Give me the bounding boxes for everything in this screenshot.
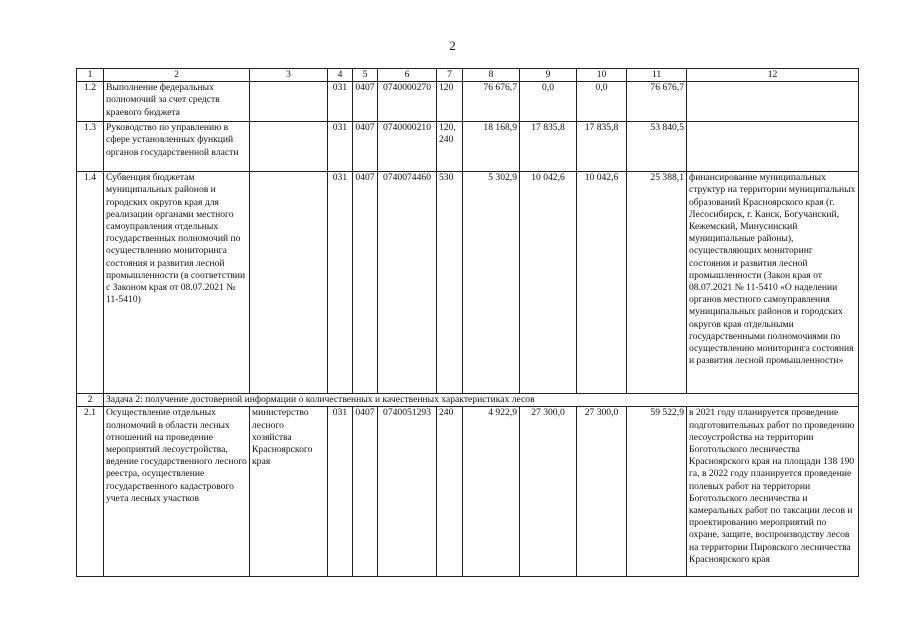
- amount-total: 76 676,7: [627, 82, 687, 122]
- row-id: 1.2: [77, 82, 104, 122]
- csr-code: 0740051293: [378, 407, 437, 577]
- executor: [250, 172, 328, 394]
- rzpr-code: 0407: [353, 82, 378, 122]
- amount-year1: 18 168,9: [463, 122, 520, 172]
- amount-year3: 10 042,6: [577, 172, 627, 394]
- amount-year1: 76 676,7: [463, 82, 520, 122]
- amount-year3: 17 835,8: [577, 122, 627, 172]
- measure-name: Выполнение федеральных полномочий за счет средств краевого бюджета: [104, 82, 250, 122]
- amount-year2: 17 835,8: [520, 122, 577, 172]
- amount-total: 53 840,5: [627, 122, 687, 172]
- executor: министерство лесного хозяйства Красноярского края: [250, 407, 328, 577]
- executor: [250, 122, 328, 172]
- measure-name: Субвенция бюджетам муниципальных районов и городских округов края для реализации органами местного самоуправления отдельных государственных полномочий по осуществлению мониторинга состояния и развития лесной промышленности (в соответствии с Законом края от 08.07.2021 № 11-5410): [104, 172, 250, 394]
- table-row: [77, 172, 859, 394]
- col-header: 4: [328, 69, 353, 82]
- col-header: 8: [463, 69, 520, 82]
- csr-code: 0740000210: [378, 122, 437, 172]
- rzpr-code: 0407: [353, 122, 378, 172]
- measure-name: Осуществление отдельных полномочий в области лесных отношений на проведение мероприятий лесоустройства, ведение государственного лесного реестра, осуществление государственного кадастрового учета лесных участков: [104, 407, 250, 577]
- csr-code: 0740074460: [378, 172, 437, 394]
- amount-year2: 27 300,0: [520, 407, 577, 577]
- col-header: 1: [77, 69, 104, 82]
- rzpr-code: 0407: [353, 407, 378, 577]
- vr-code: 120, 240: [437, 122, 463, 172]
- expected-result: [687, 82, 859, 122]
- amount-total: 59 522,9: [627, 407, 687, 577]
- row-id: 2.1: [77, 407, 104, 577]
- page-number: 2: [449, 38, 456, 53]
- amount-year1: 4 922,9: [463, 407, 520, 577]
- col-header: 2: [104, 69, 250, 82]
- vr-code: 120: [437, 82, 463, 122]
- rzpr-code: 0407: [353, 172, 378, 394]
- amount-year3: 0,0: [577, 82, 627, 122]
- col-header: 3: [250, 69, 328, 82]
- program-measures-table: [76, 68, 859, 577]
- col-header: 7: [437, 69, 463, 82]
- amount-year3: 27 300,0: [577, 407, 627, 577]
- expected-result: в 2021 году планируется проведение подготовительных работ по проведению лесоустройства на территории Боготольского лесничества Красноярского края на площади 138 190 га, в 2022 году планируется проведение полевых работ на территории Боготольского лесничества и камеральных работ по таксации лесов и проектированию мероприятий по охране, защите, воспроизводству лесов на территории Пировского лесничества Красноярского края: [687, 407, 859, 577]
- grbs-code: 031: [328, 122, 353, 172]
- grbs-code: 031: [328, 172, 353, 394]
- col-header: 6: [378, 69, 437, 82]
- grbs-code: 031: [328, 82, 353, 122]
- amount-year2: 10 042,6: [520, 172, 577, 394]
- table-row: [77, 122, 859, 172]
- col-header: 10: [577, 69, 627, 82]
- task-id: 2: [77, 394, 104, 407]
- executor: [250, 82, 328, 122]
- expected-result: финансирование муниципальных структур на территории муниципальных образований Красноярского края (г. Лесосибирск, г. Канск, Богучанский, Кежемский, Минусинский муниципальные районы), осуществляющих мониторинг состояния и развития лесной промышленности (Закон края от 08.07.2021 № 11-5410 «О наделении органов местного самоуправления муниципальных районов и городских округов края отдельными государственными полномочиями по осуществлению мониторинга состояния и развития лесной промышленности»: [687, 172, 859, 394]
- vr-code: 240: [437, 407, 463, 577]
- measure-name: Руководство по управлению в сфере установленных функций органов государственной власти: [104, 122, 250, 172]
- expected-result: [687, 122, 859, 172]
- task-row: [77, 394, 859, 407]
- column-number-row: [77, 69, 859, 82]
- col-header: 12: [687, 69, 859, 82]
- grbs-code: 031: [328, 407, 353, 577]
- col-header: 11: [627, 69, 687, 82]
- vr-code: 530: [437, 172, 463, 394]
- table-row: [77, 82, 859, 122]
- amount-year1: 5 302,9: [463, 172, 520, 394]
- amount-total: 25 388,1: [627, 172, 687, 394]
- task-title: Задача 2: получение достоверной информации о количественных и качественных характеристиках лесов: [104, 394, 859, 407]
- csr-code: 0740000270: [378, 82, 437, 122]
- col-header: 5: [353, 69, 378, 82]
- table-row: [77, 407, 859, 577]
- row-id: 1.4: [77, 172, 104, 394]
- amount-year2: 0,0: [520, 82, 577, 122]
- row-id: 1.3: [77, 122, 104, 172]
- col-header: 9: [520, 69, 577, 82]
